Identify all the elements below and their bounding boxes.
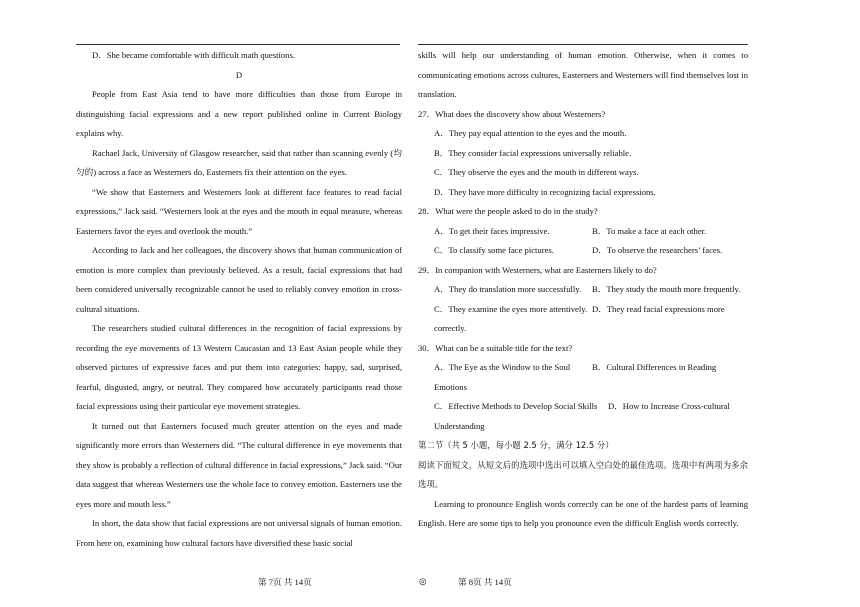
paragraph: The researchers studied cultural differences in the recognition of facial expressions by recording the eye movements of 13 Western Caucasian and 13 East Asian people while they observed pictures of expressive faces and put them into categories: happy, sad, surprised, fearful, disgusted, angry, or neutral. They compared how accurately participants read those facial expressions using their particular eye movement strategies. [76, 323, 402, 411]
question-28-option-a: A．To get their faces impressive. [434, 225, 550, 236]
left-page-number: 第 7页 共 14页 [258, 577, 312, 587]
question-27-option: C．They observe the eyes and the mouth in different ways. [434, 167, 639, 177]
passage-continuation: skills will help our understanding of human emotion. Otherwise, when it comes to communicating emotions across cultures, Easterners and Westerners will find themselves lost in translation. [418, 50, 748, 99]
right-page-number: 第 8页 共 14页 [458, 577, 512, 587]
paragraph: In short, the data show that facial expressions are not universal signals of human emotion. From here on, examining how cultural factors have diversified these basic social [76, 518, 402, 548]
question-28-stem: 28．What were the people asked to do in the study? [418, 206, 598, 216]
paragraph: Rachael Jack, University of Glasgow researcher, said that rather than scanning evenly (均匀的) across a face as Westerners do, Easterners fix their attention on the eyes. [76, 147, 402, 177]
question-30-row [418, 397, 748, 417]
question-27-option: D．They have more difficulty in recognizing facial expressions. [434, 186, 656, 197]
paragraph: “We show that Easterners and Westerners look at different face features to read facial expressions,” Jack said. “Westerners look at the eyes and the mouth in equal measure, whereas Easterners favor the eyes and overlook the mouth.” [76, 186, 402, 236]
paragraph: People from East Asia tend to have more difficulties than those from Europe in distinguishing facial expressions and a new report published online in Current Biology explains why. [76, 89, 402, 138]
question-30-option-d-continued: Understanding [434, 420, 485, 431]
paragraph: According to Jack and her colleagues, the discovery shows that human communication of emotion is more complex than previously believed. As a result, facial expressions that had been considered universally recognizable cannot be used to reliably convey emotion in cross-cultural situations. [76, 245, 402, 314]
question-30-option-c: C．Effective Methods to Develop Social Skills [434, 401, 598, 411]
question-28-option-c: C．To classify some face pictures. [434, 245, 554, 255]
question-27-stem: 27．What does the discovery show about Westerners? [418, 108, 606, 119]
question-30-stem: 30．What can be a suitable title for the text? [418, 342, 573, 353]
section-letter: D [235, 69, 243, 80]
question-30-option-d: D．How to Increase Cross-cultural [608, 401, 730, 411]
binding-mark: ◎ [419, 576, 427, 586]
left-column [76, 46, 402, 553]
question-29-row [418, 280, 748, 300]
section-2-instructions: 阅读下面短文，从短文后的选项中选出可以填入空白处的最佳选项。选项中有两项为多余选项。 [418, 459, 748, 489]
question-27-option: A．They pay equal attention to the eyes and the mouth. [434, 128, 627, 138]
option-d-previous: D．She became comfortable with difficult math questions. [92, 50, 295, 60]
question-30-option-b-continued: Emotions [434, 381, 467, 392]
question-28-option-b: B．To make a face at each other. [592, 225, 707, 236]
paragraph: It turned out that Easterners focused much greater attention on the eyes and made significantly more errors than Westerners did. “The cultural difference in eye movements that they show is probably a reflection of cultural difference in facial expressions,” Jack said. “Our data suggest that whereas Westerners use the whole face to convey emotion. Easterners use the eyes more and mouth less.” [76, 420, 402, 509]
question-29-option-a: A．They do translation more successfully. [434, 284, 582, 294]
left-top-rule [76, 44, 400, 45]
question-27-option: B．They consider facial expressions universally reliable. [434, 147, 632, 158]
question-29-row [418, 300, 748, 320]
right-column [418, 46, 748, 534]
question-28-row [418, 241, 748, 261]
question-29-option-d-continued: correctly. [434, 323, 467, 333]
question-30-option-a: A．The Eye as the Window to the Soul [434, 362, 571, 372]
section-2-heading: 第二节（共 5 小题，每小题 2.5 分，满分 12.5 分） [418, 440, 614, 450]
question-29-option-b: B．They study the mouth more frequently. [592, 284, 741, 294]
question-29-option-c: C．They examine the eyes more attentively. [434, 303, 588, 314]
right-top-rule [418, 44, 748, 45]
question-30-row [418, 358, 748, 378]
question-29-option-d: D．They read facial expressions more [592, 303, 725, 314]
question-28-row [418, 222, 748, 242]
question-28-option-d: D．To observe the researchers’ faces. [592, 245, 723, 255]
question-30-option-b: B．Cultural Differences in Reading [592, 362, 717, 372]
passage-start: Learning to pronounce English words correctly can be one of the hardest parts of learning English. Here are some tips to help you pronounce even the difficult English words correctly. [418, 498, 748, 528]
question-29-stem: 29．In companion with Westerners, what are Easterners likely to do? [418, 264, 657, 275]
